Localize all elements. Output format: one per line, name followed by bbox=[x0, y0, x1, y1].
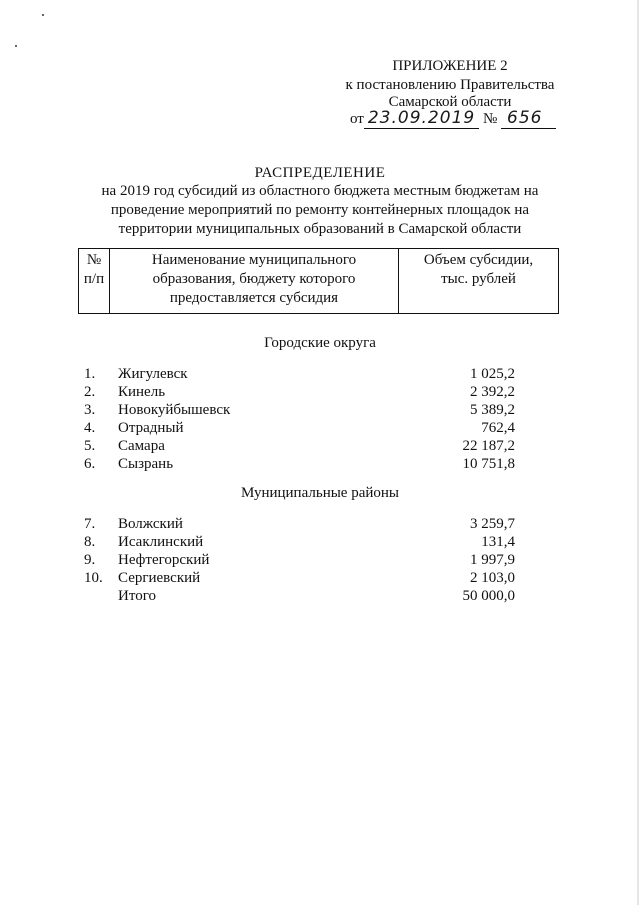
subtitle-line: территории муниципальных образований в Самарской области bbox=[118, 221, 522, 237]
row-number: 5. bbox=[84, 438, 96, 454]
subtitle-line: проведение мероприятий по ремонту контейнерных площадок на bbox=[110, 202, 530, 218]
header-text: образования, бюджету которого bbox=[152, 271, 356, 287]
total-row bbox=[0, 587, 640, 605]
table-row bbox=[0, 533, 640, 551]
appendix-date-line bbox=[350, 108, 556, 129]
header-name-cell bbox=[110, 249, 399, 314]
row-name: Волжский bbox=[118, 516, 183, 532]
row-value: 5 389,2 bbox=[470, 402, 515, 418]
row-name: Новокуйбышевск bbox=[118, 402, 231, 418]
header-text: предоставляется субсидия bbox=[169, 290, 339, 306]
row-name: Самара bbox=[118, 438, 165, 454]
number-prefix: № bbox=[482, 111, 498, 127]
header-text: п/п bbox=[83, 271, 105, 287]
document-subtitle bbox=[90, 182, 550, 239]
row-name: Нефтегорский bbox=[118, 552, 210, 568]
section-title: Муниципальные районы bbox=[240, 485, 400, 501]
row-number: 4. bbox=[84, 420, 96, 436]
handwritten-date: 23.09.2019 bbox=[364, 108, 479, 129]
date-prefix: от bbox=[350, 111, 364, 127]
header-number-cell bbox=[79, 249, 110, 314]
section-title: Городские округа bbox=[264, 335, 376, 351]
document-title: РАСПРЕДЕЛЕНИЕ bbox=[254, 165, 386, 181]
row-name: Жигулевск bbox=[118, 366, 188, 382]
appendix-line-1: к постановлению Правительства bbox=[345, 77, 555, 93]
row-value: 1 025,2 bbox=[470, 366, 515, 382]
handwritten-number: 656 bbox=[501, 108, 556, 129]
header-text: тыс. рублей bbox=[441, 271, 516, 287]
row-value: 762,4 bbox=[481, 420, 515, 436]
appendix-title: ПРИЛОЖЕНИЕ 2 bbox=[392, 58, 508, 74]
table-row bbox=[0, 419, 640, 437]
appendix-line-2: Самарской области bbox=[388, 94, 512, 110]
row-number: 7. bbox=[84, 516, 96, 532]
row-value: 131,4 bbox=[481, 534, 515, 550]
row-number: 8. bbox=[84, 534, 96, 550]
row-name: Исаклинский bbox=[118, 534, 204, 550]
row-value: 1 997,9 bbox=[470, 552, 515, 568]
table-row bbox=[0, 401, 640, 419]
row-value: 3 259,7 bbox=[470, 516, 515, 532]
row-name: Отрадный bbox=[118, 420, 184, 436]
row-name: Сергиевский bbox=[118, 570, 201, 586]
row-name: Кинель bbox=[118, 384, 166, 400]
row-number: 2. bbox=[84, 384, 96, 400]
row-value: 2 392,2 bbox=[470, 384, 515, 400]
table-row bbox=[0, 569, 640, 587]
row-value: 22 187,2 bbox=[462, 438, 515, 454]
scan-speck bbox=[15, 45, 17, 47]
header-text: Наименование муниципального bbox=[151, 252, 357, 268]
total-label: Итого bbox=[118, 588, 156, 604]
row-number: 9. bbox=[84, 552, 96, 568]
header-text: № bbox=[86, 252, 102, 268]
row-name: Сызрань bbox=[118, 456, 174, 472]
table-header bbox=[78, 248, 559, 314]
subtitle-line: на 2019 год субсидий из областного бюджета местным бюджетам на bbox=[101, 183, 539, 199]
table-row bbox=[0, 365, 640, 383]
total-value: 50 000,0 bbox=[462, 588, 515, 604]
header-text: Объем субсидии, bbox=[423, 252, 534, 268]
table-row bbox=[0, 455, 640, 473]
row-value: 2 103,0 bbox=[470, 570, 515, 586]
row-number: 1. bbox=[84, 366, 96, 382]
row-number: 10. bbox=[84, 570, 103, 586]
row-value: 10 751,8 bbox=[462, 456, 515, 472]
row-number: 6. bbox=[84, 456, 96, 472]
table-row bbox=[0, 515, 640, 533]
header-amount-cell bbox=[399, 249, 559, 314]
scan-speck bbox=[42, 14, 44, 16]
table-row bbox=[0, 383, 640, 401]
table-row bbox=[0, 437, 640, 455]
row-number: 3. bbox=[84, 402, 96, 418]
table-row bbox=[0, 551, 640, 569]
